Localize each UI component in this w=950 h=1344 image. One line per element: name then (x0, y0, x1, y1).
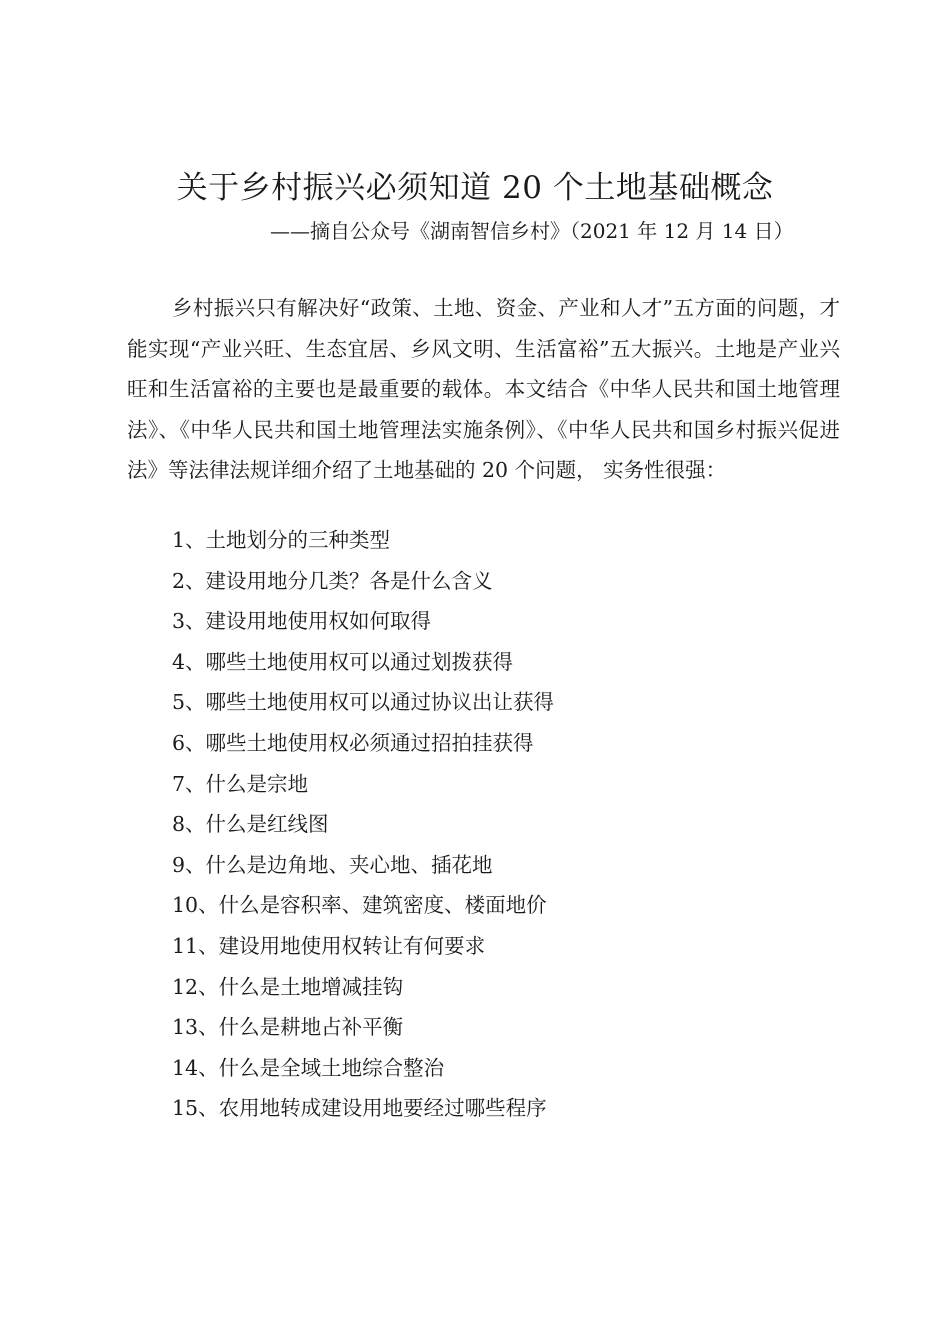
topic-list (172, 520, 554, 1129)
list-item: 11、建设用地使用权转让有何要求 (172, 933, 486, 958)
list-item: 6、哪些土地使用权必须通过招拍挂获得 (172, 730, 534, 755)
list-item: 12、什么是土地增减挂钩 (172, 974, 404, 999)
list-item: 9、什么是边角地、夹心地、插花地 (172, 852, 493, 877)
list-item: 1、土地划分的三种类型 (172, 528, 391, 552)
list-item: 3、建设用地使用权如何取得 (172, 609, 432, 634)
list-item: 7、什么是宗地 (172, 771, 309, 796)
document-subtitle: ——摘自公众号《湖南智信乡村》（2021 年 12 月 14 日） (270, 219, 794, 243)
document-title: 关于乡村振兴必须知道 20 个土地基础概念 (176, 170, 774, 206)
list-item: 13、什么是耕地占补平衡 (172, 1015, 404, 1040)
intro-paragraph: 乡村振兴只有解决好“政策、土地、资金、产业和人才”五方面的问题，才能实现“产业兴旺、生态宜居、乡风文明、生活富裕”五大振兴。土地是产业兴旺和生活富裕的主要也是最重要的载体。本文结合《中华人民共和国土地管理法》、《中华人民共和国土地管理法实施条例》、《中华人民共和国乡村振兴促进法》等法律法规详细介绍了土地基础的 20 个问题， 实务性很强： (127, 296, 840, 483)
list-item: 10、什么是容积率、建筑密度、楼面地价 (172, 893, 547, 918)
list-item: 8、什么是红线图 (172, 812, 329, 837)
list-item: 14、什么是全域土地综合整治 (172, 1055, 445, 1080)
list-item: 5、哪些土地使用权可以通过协议出让获得 (172, 690, 555, 715)
list-item: 2、建设用地分几类？各是什么含义 (172, 568, 493, 593)
list-item: 4、哪些土地使用权可以通过划拨获得 (172, 649, 514, 674)
list-item: 15、农用地转成建设用地要经过哪些程序 (172, 1096, 547, 1121)
